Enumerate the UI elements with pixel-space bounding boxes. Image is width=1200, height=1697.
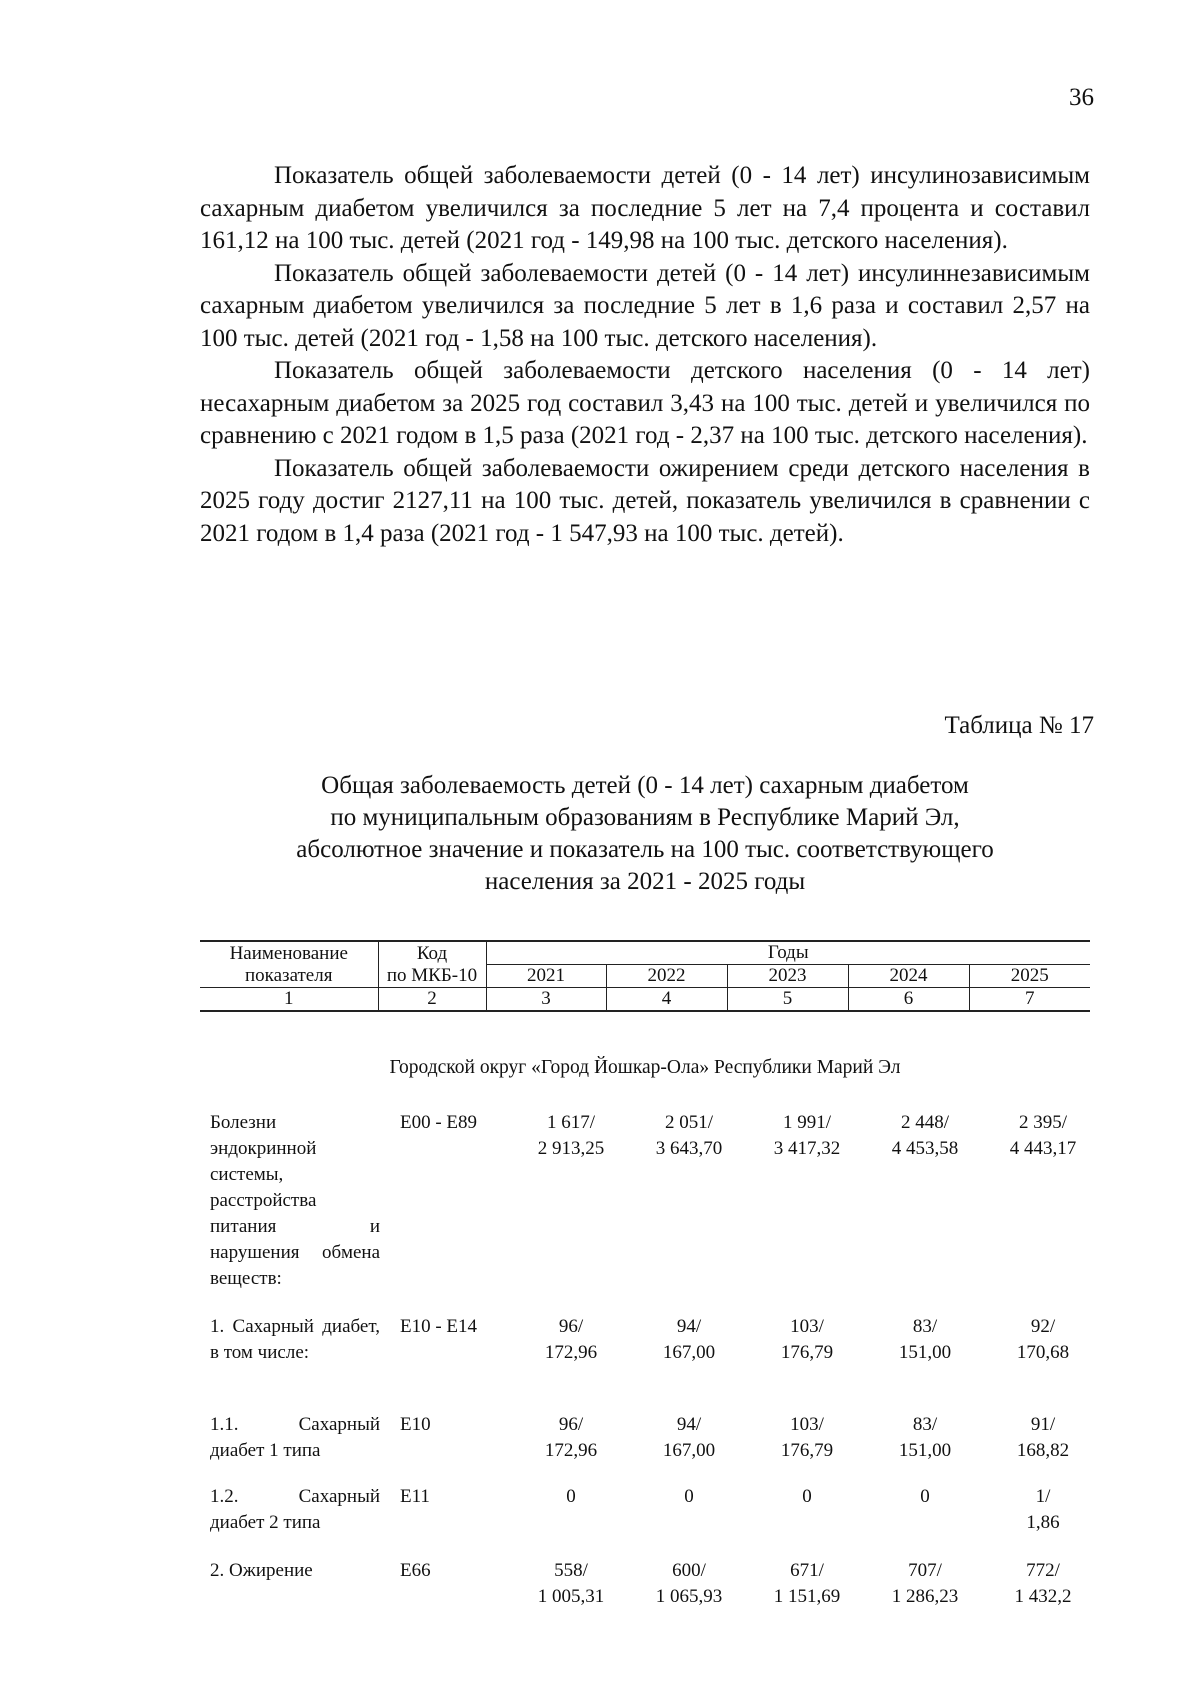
row-value: 772/ 1 432,2: [1014, 1560, 1072, 1607]
table-title-line: абсолютное значение и показатель на 100 тыс. соответствующего: [296, 836, 994, 863]
column-number: 4: [606, 988, 727, 1012]
column-header-code: Код по МКБ-10: [378, 941, 486, 988]
row-name: 1. Сахарный диабет, в том числе:: [210, 1316, 380, 1363]
year-header: 2021: [486, 965, 606, 988]
row-name: Болезни эндокринной системы, расстройства питания и нарушения обмена веществ:: [210, 1112, 380, 1289]
row-value: 94/ 167,00: [662, 1414, 716, 1461]
row-value: 83/ 151,00: [898, 1414, 952, 1461]
column-number: 5: [727, 988, 848, 1012]
row-value: 2 395/ 4 443,17: [1009, 1112, 1077, 1159]
row-value: 0: [802, 1486, 812, 1507]
row-code: E10 - E14: [400, 1316, 478, 1337]
row-value: 1 617/ 2 913,25: [537, 1112, 605, 1159]
column-header-name: Наименование показателя: [200, 941, 378, 988]
row-value: 0: [920, 1486, 930, 1507]
row-value: 92/ 170,68: [1016, 1316, 1070, 1363]
row-value: 671/ 1 151,69: [773, 1560, 841, 1607]
row-value: 103/ 176,79: [780, 1414, 834, 1461]
table-label: Таблица № 17: [944, 712, 1094, 739]
column-number: 1: [200, 988, 378, 1012]
paragraph: Показатель общей заболеваемости детей (0 - 14 лет) инсулинозависимым сахарным диабетом увеличился за последние 5 лет на 7,4 процента и составил 161,12 на 100 тыс. детей (2021 год - 149,98 на 100 тыс. детского населения).: [200, 162, 1090, 254]
row-value: 96/ 172,96: [544, 1316, 598, 1363]
paragraph: Показатель общей заболеваемости детского населения (0 - 14 лет) несахарным диабетом за 2025 год составил 3,43 на 100 тыс. детей и увеличился по сравнению с 2021 годом в 1,5 раза (2021 год - 2,37 на 100 тыс. детского населения).: [200, 357, 1090, 449]
row-name: 2. Ожирение: [210, 1560, 313, 1581]
column-number: 3: [486, 988, 606, 1012]
row-name: 1.1. Сахарный диабет 1 типа: [210, 1414, 380, 1461]
row-value: 1 991/ 3 417,32: [773, 1112, 841, 1159]
row-value: 96/ 172,96: [544, 1414, 598, 1461]
page-number: 36: [1069, 84, 1094, 111]
body-text: [200, 160, 1090, 550]
row-code: E10: [400, 1414, 431, 1435]
row-value: 600/ 1 065,93: [655, 1560, 723, 1607]
year-header: 2023: [727, 965, 848, 988]
row-value: 91/ 168,82: [1016, 1414, 1070, 1461]
table-header: [200, 940, 1090, 1012]
row-value: 103/ 176,79: [780, 1316, 834, 1363]
row-value: 83/ 151,00: [898, 1316, 952, 1363]
row-value: 94/ 167,00: [662, 1316, 716, 1363]
row-value: 0: [566, 1486, 576, 1507]
row-value: 1/ 1,86: [1026, 1486, 1060, 1533]
year-header: 2025: [969, 965, 1090, 988]
row-value: 2 051/ 3 643,70: [655, 1112, 723, 1159]
column-number: 6: [848, 988, 969, 1012]
row-code: E00 - E89: [400, 1112, 478, 1133]
row-name: 1.2. Сахарный диабет 2 типа: [210, 1486, 380, 1533]
row-value: 558/ 1 005,31: [537, 1560, 605, 1607]
paragraph: Показатель общей заболеваемости детей (0 - 14 лет) инсулиннезависимым сахарным диабетом увеличился за последние 5 лет в 1,6 раза и составил 2,57 на 100 тыс. детей (2021 год - 1,58 на 100 тыс. детского населения).: [200, 259, 1090, 352]
year-header: 2022: [606, 965, 727, 988]
row-code: E11: [400, 1486, 430, 1507]
year-header: 2024: [848, 965, 969, 988]
row-value: 2 448/ 4 453,58: [891, 1112, 959, 1159]
table-title: [200, 770, 1090, 898]
column-number: 7: [969, 988, 1090, 1012]
table-title-line: населения за 2021 - 2025 годы: [484, 868, 806, 895]
table-title-line: по муниципальным образованиям в Республике Марий Эл,: [330, 804, 960, 831]
row-value: 0: [684, 1486, 694, 1507]
row-code: E66: [400, 1560, 431, 1581]
column-header-years: Годы: [486, 941, 1090, 965]
table-title-line: Общая заболеваемость детей (0 - 14 лет) сахарным диабетом: [321, 772, 969, 799]
section-title: Городской округ «Город Йошкар-Ола» Республики Марий Эл: [389, 1057, 901, 1078]
paragraph: Показатель общей заболеваемости ожирением среди детского населения в 2025 году достиг 2127,11 на 100 тыс. детей, показатель увеличился в сравнении с 2021 годом в 1,4 раза (2021 год - 1 547,93 на 100 тыс. детей).: [200, 454, 1090, 547]
column-number: 2: [378, 988, 486, 1012]
row-value: 707/ 1 286,23: [891, 1560, 959, 1607]
